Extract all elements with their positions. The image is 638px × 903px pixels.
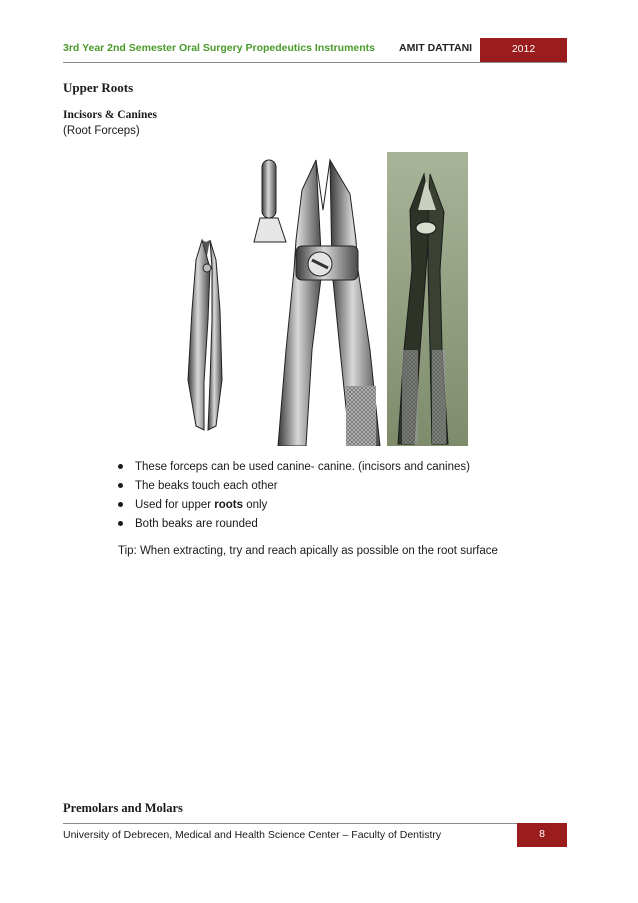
emphasis-roots: roots xyxy=(214,499,244,511)
bullet-icon xyxy=(118,521,123,526)
header-year-box xyxy=(480,38,567,62)
page-number-box xyxy=(517,823,567,847)
bullet-icon xyxy=(118,483,123,488)
beak-detail-image xyxy=(254,160,286,242)
list-item: These forceps can be used canine- canine. (incisors and canines) xyxy=(118,460,470,479)
large-forceps-image xyxy=(278,160,380,446)
header-author: AMIT DATTANI xyxy=(399,42,473,54)
footer-institution: University of Debrecen, Medical and Health Science Center – Faculty of Dentistry xyxy=(63,829,442,841)
forceps-figure xyxy=(174,150,470,446)
bullet-icon xyxy=(118,502,123,507)
small-forceps-image xyxy=(188,240,222,430)
footer-divider xyxy=(63,823,567,824)
header-course-title: 3rd Year 2nd Semester Oral Surgery Propedeutics Instruments xyxy=(63,42,376,54)
section-title: Upper Roots xyxy=(63,80,134,95)
forceps-photo xyxy=(387,152,468,446)
list-item: Both beaks are rounded xyxy=(118,517,470,536)
header-divider xyxy=(63,62,567,63)
page-number: 8 xyxy=(539,828,545,840)
list-item: The beaks touch each other xyxy=(118,479,470,498)
bullet-icon xyxy=(118,464,123,469)
subtitle: (Root Forceps) xyxy=(63,125,140,137)
subsection-title: Incisors & Canines xyxy=(63,109,157,121)
page-header xyxy=(63,38,567,62)
tip-text: Tip: When extracting, try and reach apically as possible on the root surface xyxy=(118,545,498,557)
bullet-list xyxy=(118,460,470,536)
list-item: Used for upper roots only xyxy=(118,498,470,517)
header-year: 2012 xyxy=(511,43,536,55)
next-section-title: Premolars and Molars xyxy=(63,801,183,815)
